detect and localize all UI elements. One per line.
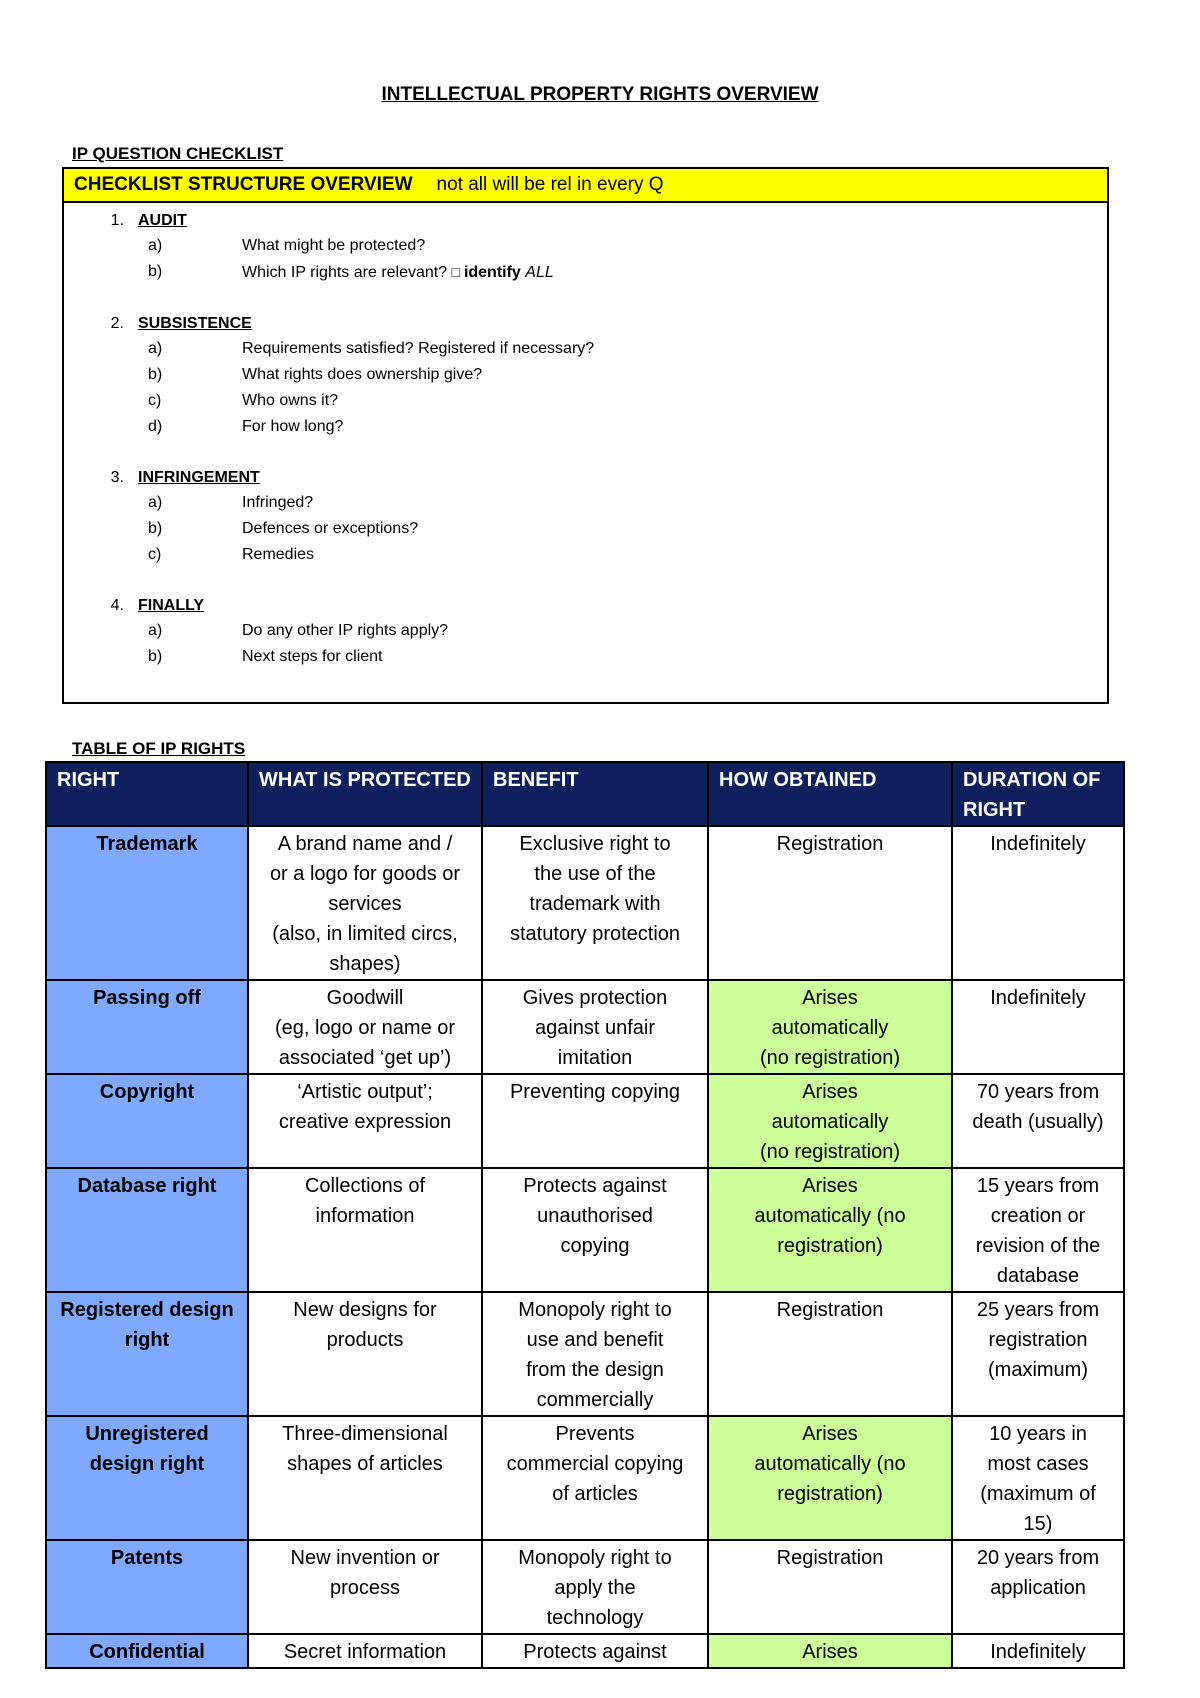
checklist-item — [64, 618, 1107, 644]
cell-right: Registered design right — [46, 1292, 248, 1416]
cell-how-obtained: Arises automatically (no registration) — [708, 1168, 952, 1292]
checklist-section — [64, 312, 1107, 440]
checklist-section-heading — [64, 312, 1107, 336]
cell-duration: 25 years from registration (maximum) — [952, 1292, 1124, 1416]
cell-what-is-protected: Secret information — [248, 1634, 482, 1668]
table-row — [46, 826, 1124, 980]
checklist-item-text: Who owns it? — [242, 392, 339, 409]
cell-how-obtained: Arises automatically (no registration) — [708, 1416, 952, 1540]
cell-what-is-protected: ‘Artistic output’; creative expression — [248, 1074, 482, 1168]
checklist-item — [64, 516, 1107, 542]
cell-what-is-protected: Goodwill (eg, logo or name or associated ‘get up’) — [248, 980, 482, 1074]
table-row — [46, 1292, 1124, 1416]
checklist-section-number: 3. — [110, 469, 124, 486]
table-row — [46, 1074, 1124, 1168]
page-title: INTELLECTUAL PROPERTY RIGHTS OVERVIEW — [381, 84, 819, 105]
cell-right: Database right — [46, 1168, 248, 1292]
checklist-item-text: Infringed? — [242, 494, 314, 511]
table-body — [46, 826, 1124, 1668]
checklist-item-letter: b) — [148, 263, 163, 280]
cell-right: Copyright — [46, 1074, 248, 1168]
cell-benefit: Monopoly right to apply the technology — [482, 1540, 708, 1634]
checklist-item — [64, 259, 1107, 286]
checklist-section-label: INFRINGEMENT — [138, 469, 260, 486]
checklist-item-text: Requirements satisfied? Registered if necessary? — [242, 340, 595, 357]
cell-how-obtained: Arises — [708, 1634, 952, 1668]
checklist-item-text: What might be protected? — [242, 237, 426, 254]
cell-right: Confidential — [46, 1634, 248, 1668]
header-duration: DURATION OF RIGHT — [952, 762, 1124, 826]
table-row — [46, 980, 1124, 1074]
cell-how-obtained: Registration — [708, 1292, 952, 1416]
cell-what-is-protected: A brand name and / or a logo for goods or services (also, in limited circs, shapes) — [248, 826, 482, 980]
cell-benefit: Monopoly right to use and benefit from the design commercially — [482, 1292, 708, 1416]
cell-duration: Indefinitely — [952, 1634, 1124, 1668]
table-row — [46, 1634, 1124, 1668]
checklist-section-heading — [64, 466, 1107, 490]
checklist-item — [64, 336, 1107, 362]
cell-how-obtained: Registration — [708, 1540, 952, 1634]
checklist-section-label: FINALLY — [138, 597, 205, 614]
cell-how-obtained: Arises automatically (no registration) — [708, 1074, 952, 1168]
cell-how-obtained: Registration — [708, 826, 952, 980]
cell-right: Passing off — [46, 980, 248, 1074]
checklist-item — [64, 542, 1107, 568]
checklist-section — [64, 466, 1107, 568]
checklist-item — [64, 388, 1107, 414]
cell-right: Unregistered design right — [46, 1416, 248, 1540]
cell-what-is-protected: Three-dimensional shapes of articles — [248, 1416, 482, 1540]
header-how-obtained: HOW OBTAINED — [708, 762, 952, 826]
cell-duration: 10 years in most cases (maximum of 15) — [952, 1416, 1124, 1540]
checklist-item-text: Defences or exceptions? — [242, 520, 419, 537]
header-what-is-protected: WHAT IS PROTECTED — [248, 762, 482, 826]
checklist-section-heading — [64, 209, 1107, 233]
checklist-item-text: Which IP rights are relevant? □ identify ALL — [242, 264, 554, 281]
checklist-item-text: Do any other IP rights apply? — [242, 622, 449, 639]
checklist-section-label: AUDIT — [138, 212, 187, 229]
cell-benefit: Exclusive right to the use of the trademark with statutory protection — [482, 826, 708, 980]
checklist-label: IP QUESTION CHECKLIST — [72, 144, 284, 163]
ip-rights-table — [45, 761, 1125, 1669]
checklist-header — [64, 169, 1107, 203]
checklist-item-letter: c) — [148, 546, 162, 563]
checklist-section — [64, 594, 1107, 670]
checklist-section-number: 4. — [110, 597, 124, 614]
checklist-item-letter: c) — [148, 392, 162, 409]
checklist-item-letter: a) — [148, 237, 163, 254]
arrow-icon: □ — [451, 264, 464, 280]
checklist-item-text: Next steps for client — [242, 648, 383, 665]
checklist-item — [64, 644, 1107, 670]
checklist-item-text: What rights does ownership give? — [242, 366, 483, 383]
cell-duration: 70 years from death (usually) — [952, 1074, 1124, 1168]
cell-benefit: Protects against unauthorised copying — [482, 1168, 708, 1292]
checklist-item — [64, 414, 1107, 440]
cell-what-is-protected: New designs for products — [248, 1292, 482, 1416]
header-right: RIGHT — [46, 762, 248, 826]
table-row — [46, 1416, 1124, 1540]
cell-benefit: Protects against — [482, 1634, 708, 1668]
checklist-header-note: not all will be rel in every Q — [436, 174, 664, 195]
cell-what-is-protected: Collections of information — [248, 1168, 482, 1292]
checklist-item-text: For how long? — [242, 418, 344, 435]
header-benefit: BENEFIT — [482, 762, 708, 826]
checklist-item-text: Remedies — [242, 546, 315, 563]
cell-duration: Indefinitely — [952, 826, 1124, 980]
checklist-header-title: CHECKLIST STRUCTURE OVERVIEW — [74, 174, 413, 195]
checklist-section — [64, 209, 1107, 286]
checklist-box — [62, 167, 1109, 704]
cell-duration: 20 years from application — [952, 1540, 1124, 1634]
checklist-section-number: 2. — [110, 315, 124, 332]
checklist-item-letter: b) — [148, 366, 163, 383]
checklist-item-letter: b) — [148, 520, 163, 537]
checklist-section-label: SUBSISTENCE — [138, 315, 252, 332]
table-label: TABLE OF IP RIGHTS — [72, 739, 246, 758]
checklist-section-number: 1. — [110, 212, 124, 229]
cell-benefit: Prevents commercial copying of articles — [482, 1416, 708, 1540]
cell-how-obtained: Arises automatically (no registration) — [708, 980, 952, 1074]
checklist-item-letter: a) — [148, 494, 163, 511]
checklist-body — [64, 203, 1107, 670]
table-row — [46, 1168, 1124, 1292]
cell-benefit: Preventing copying — [482, 1074, 708, 1168]
checklist-item — [64, 233, 1107, 259]
table-header-row — [46, 762, 1124, 826]
checklist-item-letter: a) — [148, 340, 163, 357]
cell-right: Patents — [46, 1540, 248, 1634]
cell-benefit: Gives protection against unfair imitation — [482, 980, 708, 1074]
cell-right: Trademark — [46, 826, 248, 980]
table-row — [46, 1540, 1124, 1634]
cell-what-is-protected: New invention or process — [248, 1540, 482, 1634]
checklist-item-letter: a) — [148, 622, 163, 639]
checklist-item — [64, 490, 1107, 516]
cell-duration: 15 years from creation or revision of the database — [952, 1168, 1124, 1292]
cell-duration: Indefinitely — [952, 980, 1124, 1074]
checklist-section-heading — [64, 594, 1107, 618]
checklist-item-letter: d) — [148, 418, 163, 435]
checklist-item — [64, 362, 1107, 388]
checklist-item-letter: b) — [148, 648, 163, 665]
